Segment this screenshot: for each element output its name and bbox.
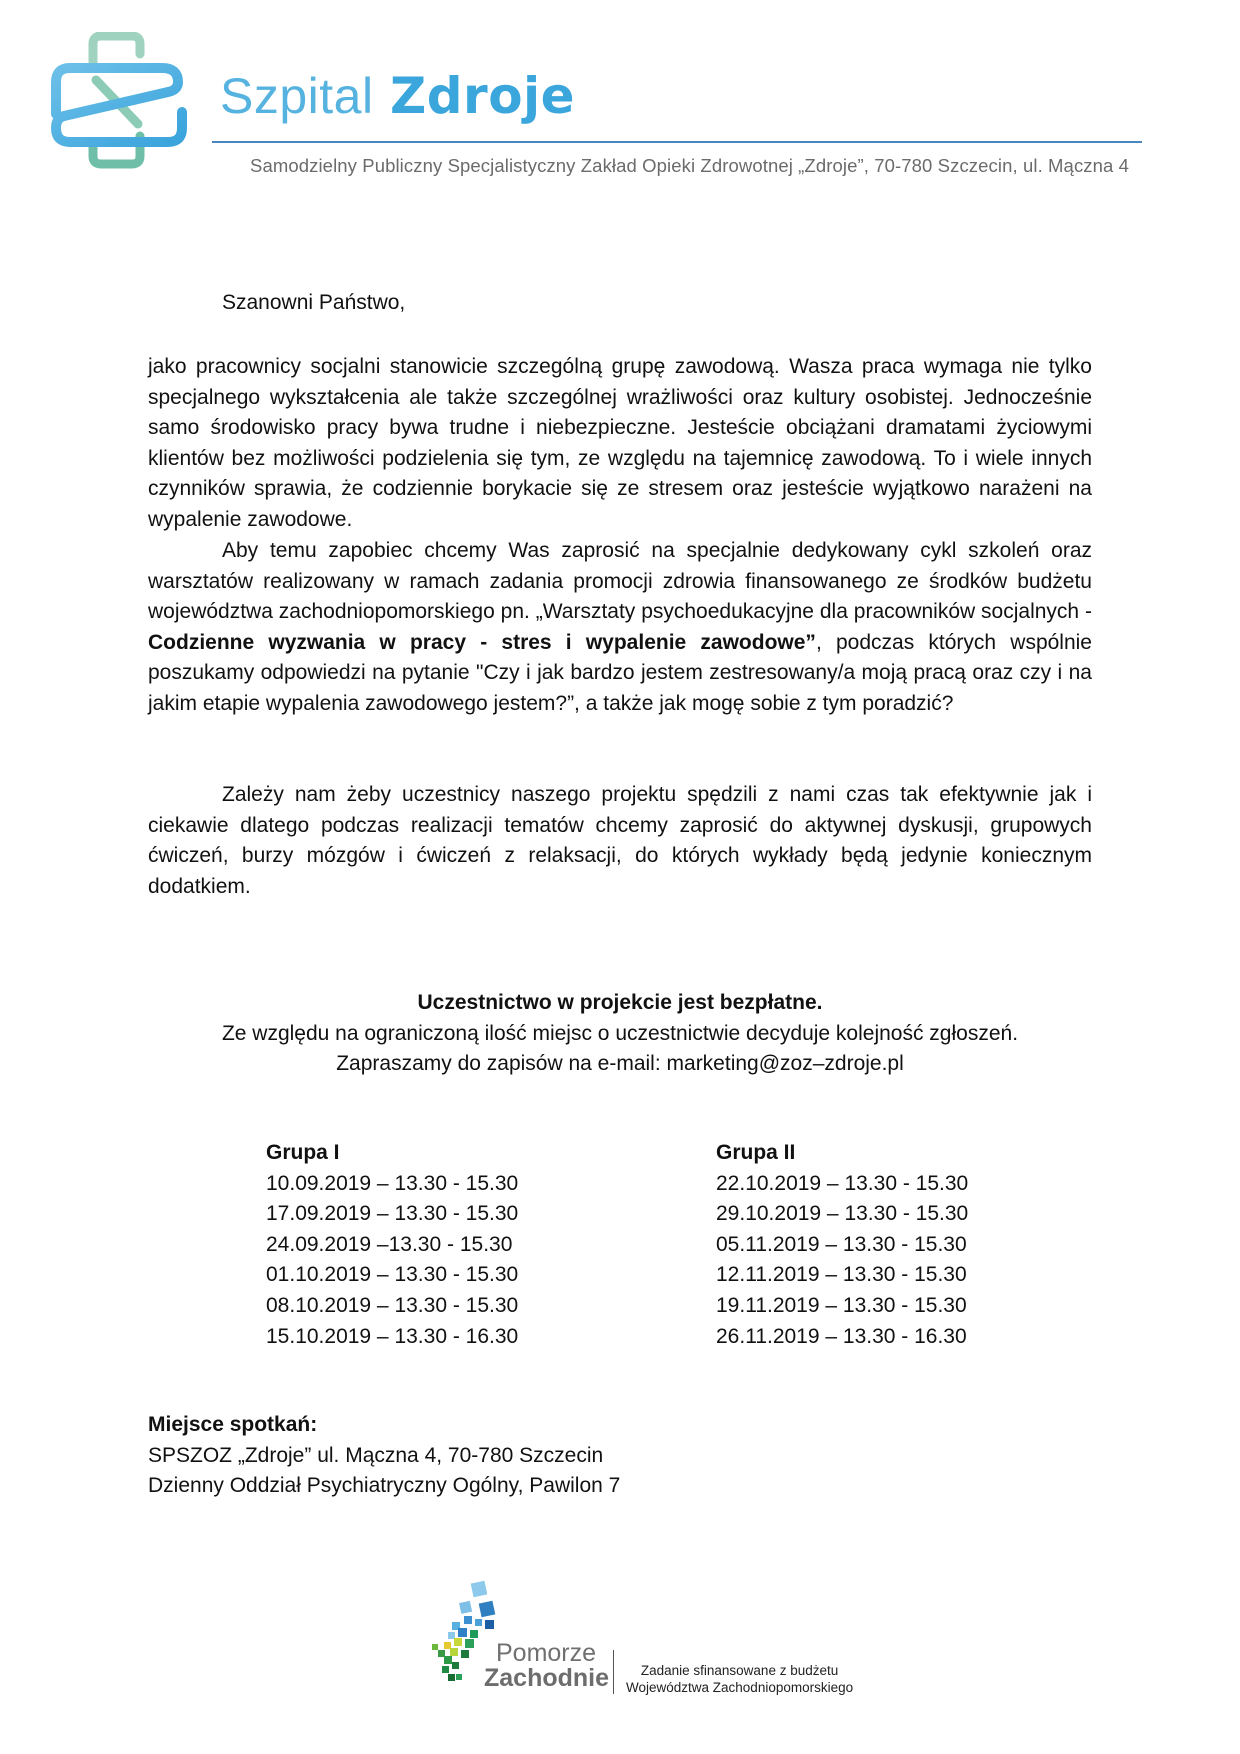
footer-separator — [613, 1650, 614, 1694]
header-subtitle: Samodzielny Publiczny Specjalistyczny Zakład Opieki Zdrowotnej „Zdroje”, 70-780 Szczecin, ul. Mączna 4 — [250, 155, 1130, 176]
location-unit: Dzienny Oddział Psychiatryczny Ogólny, Pawilon 7 — [148, 1474, 621, 1498]
session-row: 08.10.2019 – 13.30 - 15.30 — [266, 1293, 519, 1317]
paragraph-intro — [148, 352, 1092, 536]
schedule-group-2 — [716, 1138, 1136, 1352]
session-row: 19.11.2019 – 13.30 - 15.30 — [716, 1293, 967, 1317]
brand-light: Szpital — [220, 68, 374, 124]
session-row: 10.09.2019 – 13.30 - 15.30 — [266, 1171, 519, 1195]
group-title: Grupa II — [716, 1141, 796, 1164]
footer-logo-line2: Zachodnie — [484, 1664, 610, 1692]
brand-title — [220, 68, 575, 124]
session-row: 24.09.2019 –13.30 - 15.30 — [266, 1232, 513, 1256]
free-notice: Uczestnictwo w projekcie jest bezpłatne. — [417, 991, 823, 1014]
paragraph-invitation — [148, 536, 1092, 720]
session-row: 15.10.2019 – 13.30 - 16.30 — [266, 1324, 519, 1348]
location-address: SPSZOZ „Zdroje” ul. Mączna 4, 70-780 Szczecin — [148, 1443, 604, 1467]
brand-bold: Zdroje — [389, 67, 576, 125]
schedule-group-1 — [266, 1138, 686, 1352]
hospital-logo-icon — [50, 32, 190, 170]
invitation-text-start: Aby temu zapobiec chcemy Was zaprosić na specjalnie dedykowany cykl szkoleń oraz warsztatów realizowany w ramach zadania promocji zdrowia finansowanego ze środków budżetu województwa zachodniopomorskiego pn. „Warsztaty psychoedukacyjne dla pracowników socjalnych - — [148, 539, 1092, 624]
paragraph-intro-text: jako pracownicy socjalni stanowicie szczególną grupę zawodową. Wasza praca wymaga nie tylko specjalnego wykształcenia ale także szczególnej wrażliwości oraz kultury osobistej. Jednocześnie samo środowisko pracy bywa trudne i niebezpieczne. Jesteście obciążani dramatami życiowymi klientów bez możliwości podzielenia się tym, ze względu na tajemnicę zawodową. To i wiele innych czynników sprawia, że codziennie borykacie się ze stresem oraz jesteście wyjątkowo narażeni na wypalenie zawodowe. — [148, 355, 1092, 531]
signup-email[interactable]: Zapraszamy do zapisów na e-mail: marketing@zoz–zdroje.pl — [336, 1052, 904, 1076]
session-row: 29.10.2019 – 13.30 - 15.30 — [716, 1202, 969, 1226]
limited-places-notice: Ze względu na ograniczoną ilość miejsc o uczestnictwie decyduje kolejność zgłoszeń. — [221, 1021, 1019, 1045]
salutation: Szanowni Państwo, — [222, 291, 406, 314]
funding-note-line1: Zadanie sfinansowane z budżetu — [640, 1663, 839, 1678]
paragraph-format — [148, 780, 1092, 902]
session-row: 05.11.2019 – 13.30 - 15.30 — [716, 1232, 967, 1256]
workshop-title: Codzienne wyzwania w pracy - stres i wypalenie zawodowe” — [148, 630, 816, 654]
funding-footer — [420, 1580, 854, 1710]
funding-note-line2: Województwa Zachodniopomorskiego — [626, 1680, 854, 1695]
location-heading: Miejsce spotkań: — [148, 1413, 318, 1436]
paragraph-format-text: Zależy nam żeby uczestnicy naszego projektu spędzili z nami czas tak efektywnie jak i ciekawie dlatego podczas realizacji tematów chcemy zaprosić do aktywnej dyskusji, grupowych ćwiczeń, burzy mózgów i ćwiczeń z relaksacji, do których wykłady będą jedynie koniecznym dodatkiem. — [148, 783, 1092, 898]
session-row: 26.11.2019 – 13.30 - 16.30 — [716, 1324, 967, 1348]
header-divider — [212, 141, 1142, 143]
footer-logo-line1: Pomorze — [496, 1639, 597, 1667]
meeting-location — [148, 1410, 620, 1502]
invitation-text-end: , podczas których wspólnie poszukamy odpowiedzi na pytanie "Czy i jak bardzo jestem zestresowany/a moją pracą oraz czy i na jakim etapie wypalenia zawodowego jestem?”, a także jak mogę sobie z tym poradzić? — [148, 630, 1092, 715]
session-row: 12.11.2019 – 13.30 - 15.30 — [716, 1263, 967, 1287]
group-title: Grupa I — [266, 1141, 340, 1164]
session-row: 22.10.2019 – 13.30 - 15.30 — [716, 1171, 969, 1195]
session-row: 17.09.2019 – 13.30 - 15.30 — [266, 1202, 519, 1226]
paragraph-invitation-text — [148, 536, 1092, 720]
funding-note — [626, 1662, 853, 1696]
session-row: 01.10.2019 – 13.30 - 15.30 — [266, 1263, 519, 1287]
participation-info — [148, 988, 1092, 1080]
